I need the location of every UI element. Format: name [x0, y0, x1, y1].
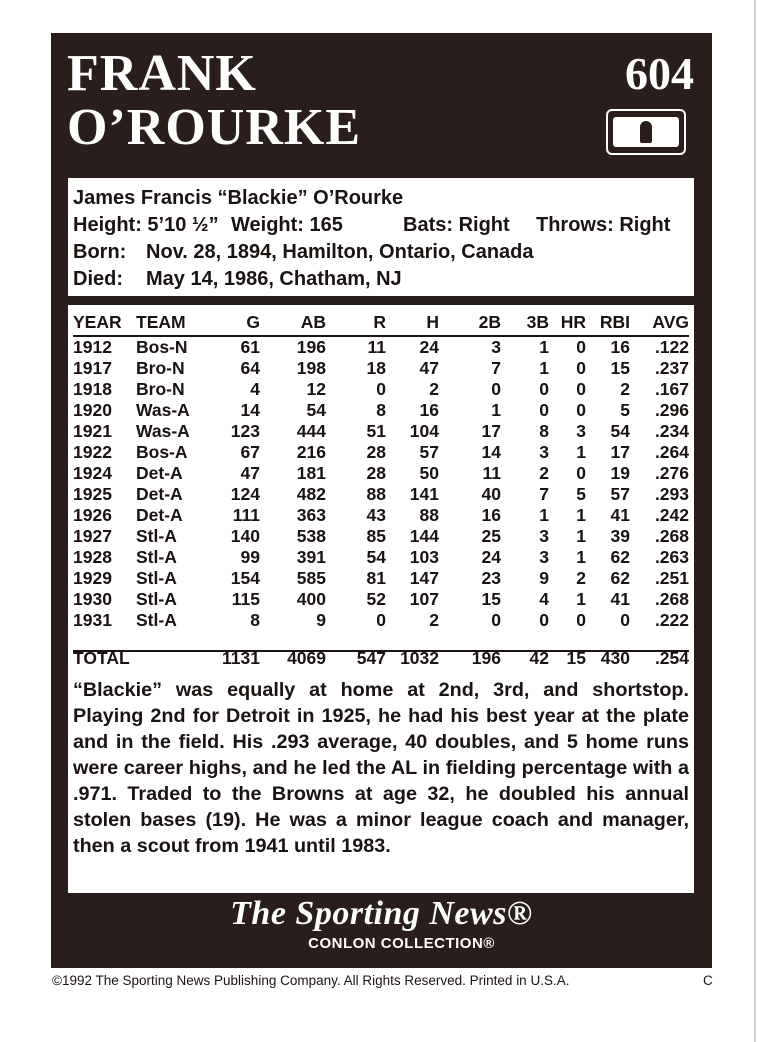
cell-r: 43 [366, 505, 386, 525]
table-row [68, 379, 694, 400]
bio-weight: Weight: 165 [231, 214, 343, 236]
cell-3b: 3 [539, 547, 549, 567]
cell-g: 111 [232, 505, 260, 525]
cell-rbi: 16 [610, 337, 630, 357]
cell-g: 115 [231, 589, 260, 609]
cell-avg: .268 [654, 526, 689, 546]
cell-2b: 0 [491, 610, 501, 630]
cell-3b: 3 [539, 526, 549, 546]
cell-hr: 3 [576, 421, 586, 441]
cell-team: Bos-N [136, 337, 188, 357]
cell-year: 1928 [73, 547, 112, 567]
cell-r: 18 [366, 358, 386, 378]
cell-3b: 4 [539, 589, 549, 609]
stats-table [68, 312, 694, 631]
cell-team: Stl-A [136, 589, 177, 609]
header-r: R [373, 312, 386, 332]
table-row [68, 526, 694, 547]
table-row [68, 400, 694, 421]
cell-h: 57 [419, 442, 439, 462]
cell-hr: 5 [576, 484, 586, 504]
cell-team: Det-A [136, 505, 183, 525]
cell-ab: 54 [306, 400, 326, 420]
cell-r: 54 [366, 547, 386, 567]
cell-ab: 391 [296, 547, 326, 567]
cell-3b: 1 [539, 337, 549, 357]
cell-hr: 1 [576, 505, 586, 525]
cell-2b: 17 [481, 421, 501, 441]
card-number: 604 [625, 48, 694, 99]
total-values [68, 648, 694, 669]
cell-r: 88 [366, 484, 386, 504]
cell-team: Bos-A [136, 442, 188, 462]
total-2b: 196 [471, 648, 501, 668]
cell-3b: 7 [539, 484, 549, 504]
cell-2b: 14 [481, 442, 501, 462]
cell-r: 51 [366, 421, 386, 441]
cell-g: 140 [230, 526, 260, 546]
cell-hr: 0 [576, 463, 586, 483]
cell-h: 104 [409, 421, 439, 441]
cell-year: 1929 [73, 568, 112, 588]
cell-2b: 25 [481, 526, 501, 546]
cell-hr: 0 [576, 358, 586, 378]
cell-hr: 0 [576, 379, 586, 399]
total-avg: .254 [654, 648, 689, 668]
cell-3b: 9 [539, 568, 549, 588]
cell-rbi: 54 [610, 421, 630, 441]
sporting-news-logo: The Sporting News® [230, 895, 533, 932]
mlb-logo-icon [606, 109, 686, 155]
cell-r: 0 [376, 379, 386, 399]
cell-r: 0 [376, 610, 386, 630]
cell-team: Was-A [136, 400, 190, 420]
table-row [68, 505, 694, 526]
cell-g: 14 [240, 400, 260, 420]
total-3b: 42 [529, 648, 549, 668]
cell-avg: .296 [654, 400, 689, 420]
scan-edge-divider [754, 0, 756, 1042]
cell-rbi: 57 [610, 484, 630, 504]
cell-team: Stl-A [136, 547, 177, 567]
cell-h: 141 [409, 484, 439, 504]
cell-h: 103 [409, 547, 439, 567]
player-name [67, 47, 361, 155]
cell-r: 28 [366, 463, 386, 483]
cell-h: 88 [419, 505, 439, 525]
cell-r: 28 [366, 442, 386, 462]
cell-g: 8 [250, 610, 260, 630]
cell-ab: 196 [296, 337, 326, 357]
table-row [68, 442, 694, 463]
cell-2b: 3 [491, 337, 501, 357]
cell-ab: 181 [296, 463, 326, 483]
cell-hr: 1 [576, 442, 586, 462]
cell-3b: 8 [539, 421, 549, 441]
cell-r: 85 [366, 526, 386, 546]
bio-bats: Bats: Right [403, 214, 510, 236]
table-row [68, 568, 694, 589]
bio-measurements [73, 212, 694, 239]
cell-hr: 0 [576, 400, 586, 420]
header-avg: AVG [652, 312, 689, 332]
cell-year: 1920 [73, 400, 112, 420]
cell-hr: 1 [576, 589, 586, 609]
cell-avg: .263 [654, 547, 689, 567]
cell-2b: 11 [482, 463, 501, 483]
cell-year: 1918 [73, 379, 112, 399]
table-row [68, 484, 694, 505]
cell-ab: 585 [296, 568, 326, 588]
cell-avg: .268 [654, 589, 689, 609]
cell-rbi: 2 [620, 379, 630, 399]
cell-g: 154 [230, 568, 260, 588]
cell-h: 2 [429, 379, 439, 399]
cell-3b: 1 [539, 358, 549, 378]
bio-throws: Throws: Right [536, 214, 671, 236]
card-back [51, 33, 712, 968]
copyright-code: C [703, 973, 713, 988]
cell-avg: .234 [654, 421, 689, 441]
header-2b: 2B [478, 312, 501, 332]
cell-team: Stl-A [136, 568, 177, 588]
table-row [68, 421, 694, 442]
cell-team: Was-A [136, 421, 190, 441]
cell-avg: .276 [654, 463, 689, 483]
header-h: H [426, 312, 439, 332]
header-g: G [246, 312, 260, 332]
total-h: 1032 [400, 648, 439, 668]
cell-year: 1924 [73, 463, 112, 483]
cell-h: 50 [419, 463, 439, 483]
cell-h: 107 [409, 589, 439, 609]
player-first-name: FRANK [67, 45, 257, 102]
cell-r: 81 [366, 568, 386, 588]
cell-rbi: 15 [610, 358, 630, 378]
cell-year: 1917 [73, 358, 112, 378]
cell-g: 67 [240, 442, 260, 462]
cell-ab: 12 [306, 379, 326, 399]
cell-year: 1921 [73, 421, 112, 441]
cell-3b: 0 [539, 610, 549, 630]
cell-2b: 0 [491, 379, 501, 399]
cell-ab: 400 [296, 589, 326, 609]
header-ab: AB [300, 312, 326, 332]
cell-h: 147 [409, 568, 439, 588]
cell-g: 99 [240, 547, 260, 567]
cell-r: 52 [366, 589, 386, 609]
cell-rbi: 5 [620, 400, 630, 420]
cell-3b: 0 [539, 400, 549, 420]
cell-avg: .251 [654, 568, 689, 588]
cell-year: 1931 [73, 610, 112, 630]
bio-height: Height: 5’10 ½” [73, 214, 219, 236]
total-year: TOTAL [73, 648, 130, 668]
cell-2b: 15 [481, 589, 501, 609]
cell-avg: .264 [654, 442, 689, 462]
cell-team: Det-A [136, 484, 183, 504]
cell-avg: .222 [654, 610, 689, 630]
header-team: TEAM [136, 312, 186, 332]
total-r: 547 [356, 648, 386, 668]
table-row [68, 337, 694, 358]
header-rbi: RBI [599, 312, 630, 332]
cell-year: 1930 [73, 589, 112, 609]
cell-2b: 1 [491, 400, 501, 420]
table-row [68, 610, 694, 631]
cell-3b: 0 [539, 379, 549, 399]
cell-h: 16 [419, 400, 439, 420]
cell-h: 47 [419, 358, 439, 378]
cell-ab: 363 [296, 505, 326, 525]
cell-ab: 482 [296, 484, 326, 504]
cell-hr: 1 [576, 526, 586, 546]
cell-team: Stl-A [136, 610, 177, 630]
header-3b: 3B [526, 312, 549, 332]
bio-panel [68, 178, 694, 296]
cell-hr: 2 [576, 568, 586, 588]
header-hr: HR [560, 312, 586, 332]
cell-rbi: 17 [610, 442, 630, 462]
total-rbi: 430 [600, 648, 630, 668]
total-g: 1131 [222, 648, 260, 668]
cell-h: 144 [409, 526, 439, 546]
cell-3b: 2 [539, 463, 549, 483]
career-blurb: “Blackie” was equally at home at 2nd, 3rd, and shortstop. Playing 2nd for Detroit in 1925, he had his best year at the plate and in the field. His .293 average, 40 doubles, and 5 home runs were career highs, and he led the AL in fielding percentage with a .971. Traded to the Browns at age 32, he doubled his annual stolen bases (19). He was a minor league coach and manager, then a scout from 1941 until 1983. [73, 679, 689, 857]
cell-avg: .242 [654, 505, 689, 525]
cell-team: Bro-N [136, 358, 185, 378]
cell-2b: 7 [491, 358, 501, 378]
cell-avg: .167 [654, 379, 689, 399]
cell-hr: 1 [576, 547, 586, 567]
copyright-text: ©1992 The Sporting News Publishing Company. All Rights Reserved. Printed in U.S.A. [52, 973, 570, 988]
cell-hr: 0 [576, 610, 586, 630]
cell-avg: .237 [654, 358, 689, 378]
cell-rbi: 19 [610, 463, 630, 483]
cell-avg: .293 [654, 484, 689, 504]
cell-3b: 1 [539, 505, 549, 525]
bio-died: Died: May 14, 1986, Chatham, NJ [73, 268, 402, 290]
bio-born: Born: Nov. 28, 1894, Hamilton, Ontario, Canada [73, 241, 534, 263]
cell-team: Stl-A [136, 526, 177, 546]
cell-year: 1925 [73, 484, 112, 504]
total-hr: 15 [566, 648, 586, 668]
stats-total-row [68, 648, 694, 669]
cell-hr: 0 [576, 337, 586, 357]
cell-rbi: 41 [610, 505, 630, 525]
cell-2b: 16 [481, 505, 501, 525]
stats-header-row [68, 312, 694, 333]
cell-g: 4 [250, 379, 260, 399]
cell-g: 123 [230, 421, 260, 441]
cell-h: 24 [419, 337, 439, 357]
cell-ab: 198 [296, 358, 326, 378]
brand-block [51, 893, 712, 953]
player-last-name: O’ROURKE [67, 99, 361, 156]
cell-g: 124 [230, 484, 260, 504]
cell-ab: 9 [316, 610, 326, 630]
cell-ab: 538 [296, 526, 326, 546]
header-year: YEAR [73, 312, 122, 332]
cell-year: 1922 [73, 442, 112, 462]
stats-panel [68, 305, 694, 893]
table-row [68, 463, 694, 484]
cell-2b: 24 [481, 547, 501, 567]
table-row [68, 589, 694, 610]
cell-g: 47 [240, 463, 260, 483]
cell-team: Det-A [136, 463, 183, 483]
cell-team: Bro-N [136, 379, 185, 399]
table-row [68, 547, 694, 568]
cell-year: 1912 [73, 337, 112, 357]
cell-ab: 216 [296, 442, 326, 462]
bio-full-name: James Francis “Blackie” O’Rourke [73, 187, 404, 209]
cell-rbi: 39 [610, 526, 630, 546]
cell-rbi: 62 [610, 547, 630, 567]
cell-r: 11 [367, 337, 386, 357]
cell-g: 64 [240, 358, 260, 378]
cell-g: 61 [240, 337, 260, 357]
cell-r: 8 [376, 400, 386, 420]
cell-ab: 444 [296, 421, 326, 441]
conlon-collection-label: CONLON COLLECTION® [308, 935, 495, 952]
cell-h: 2 [429, 610, 439, 630]
cell-2b: 23 [481, 568, 501, 588]
cell-rbi: 41 [610, 589, 630, 609]
cell-year: 1926 [73, 505, 112, 525]
cell-year: 1927 [73, 526, 112, 546]
cell-avg: .122 [654, 337, 689, 357]
total-ab: 4069 [287, 648, 326, 668]
cell-rbi: 62 [610, 568, 630, 588]
cell-rbi: 0 [620, 610, 630, 630]
cell-2b: 40 [481, 484, 501, 504]
table-row [68, 358, 694, 379]
cell-3b: 3 [539, 442, 549, 462]
